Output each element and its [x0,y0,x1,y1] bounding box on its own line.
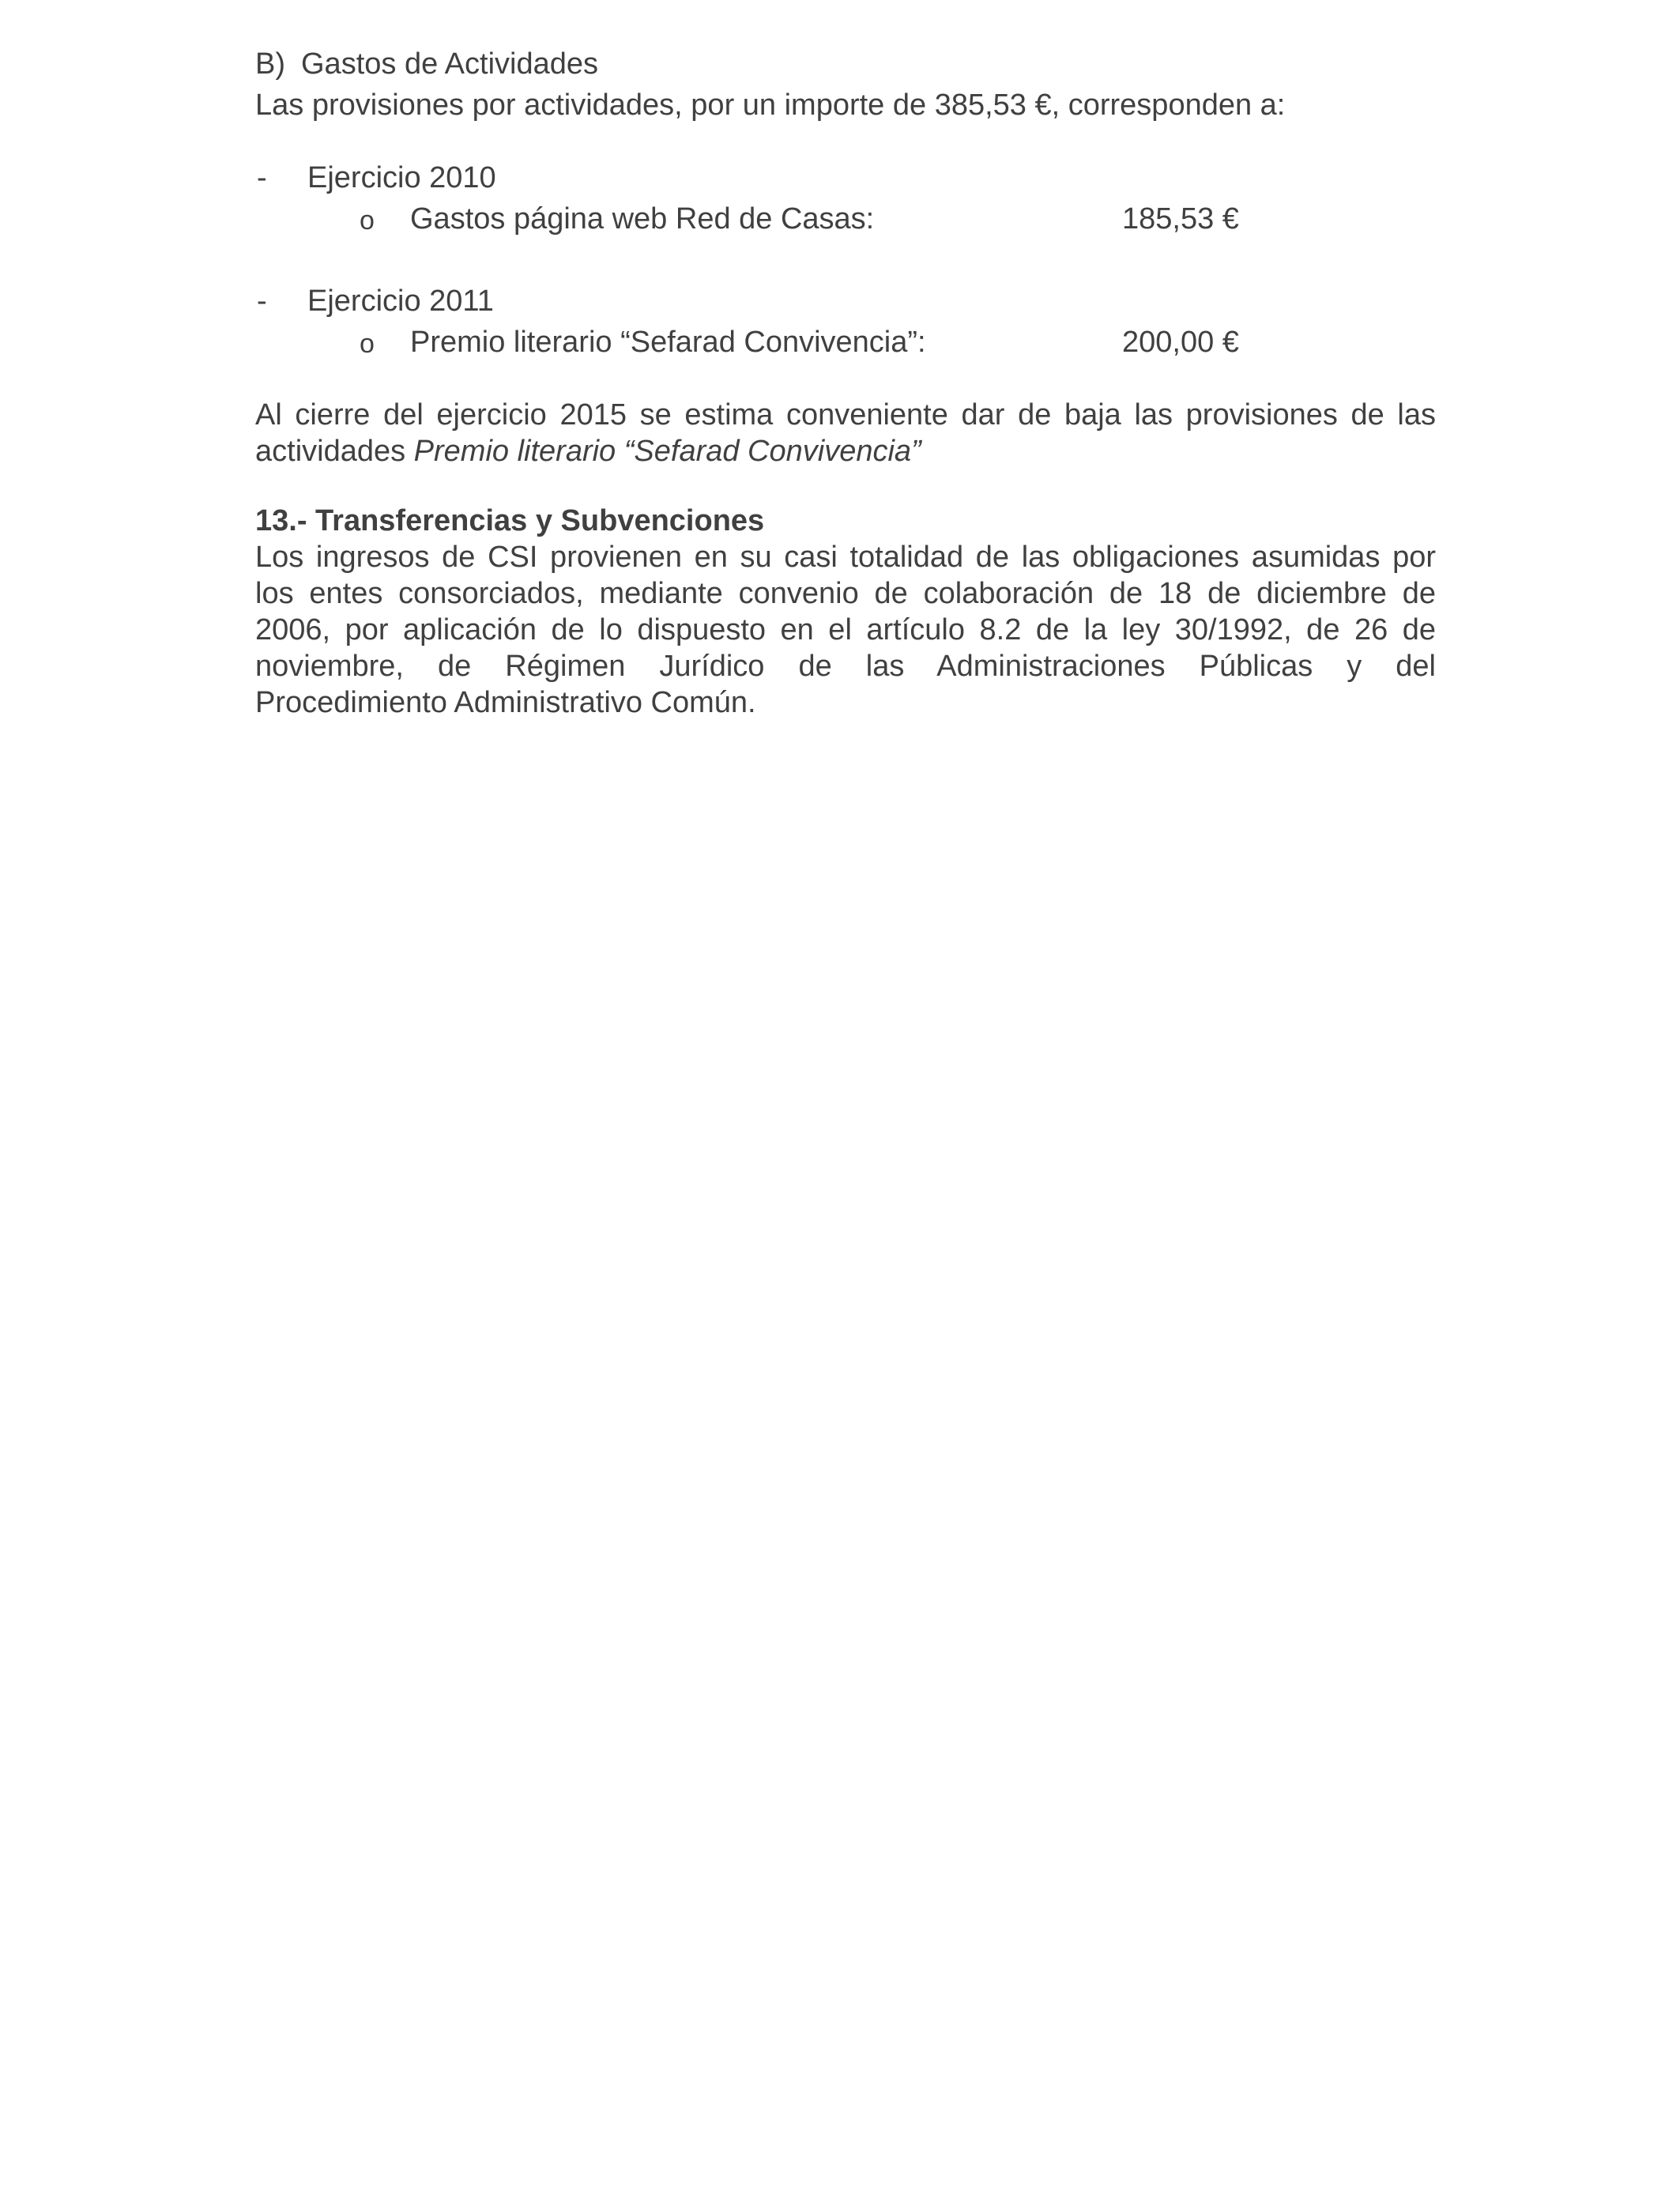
item-amount: 185,53 € [1122,202,1239,236]
closing-line-2 [255,433,1436,469]
closing-paragraph [255,397,1436,469]
group-title: Ejercicio 2011 [307,285,494,318]
closing-line-2-prefix: actividades [255,435,414,468]
dash-bullet: - [257,161,267,194]
section-13-paragraph [255,539,1436,721]
section-b-title: Gastos de Actividades [301,47,598,81]
closing-line-1: Al cierre del ejercicio 2015 se estima conveniente dar de baja las provisiones de las [255,398,1436,432]
section-13-line: Procedimiento Administrativo Común. [255,686,756,719]
section-13-heading: 13.- Transferencias y Subvenciones [255,504,765,537]
section-13-line: 2006, por aplicación de lo dispuesto en el artículo 8.2 de la ley 30/1992, de 26 de [255,613,1436,647]
item-label: Gastos página web Red de Casas: [410,202,875,236]
section-b-label: B) [255,47,285,81]
section-13-line: Los ingresos de CSI provienen en su casi totalidad de las obligaciones asumidas por [255,541,1436,574]
item-amount: 200,00 € [1122,326,1239,359]
circle-bullet: o [360,329,375,359]
section-b-intro: Las provisiones por actividades, por un importe de 385,53 €, corresponden a: [255,89,1286,122]
section-b-heading [255,46,598,82]
group-title: Ejercicio 2010 [307,161,496,194]
circle-bullet: o [360,205,375,236]
section-13-line: los entes consorciados, mediante convenio de colaboración de 18 de diciembre de [255,577,1436,610]
item-label: Premio literario “Sefarad Convivencia”: [410,326,926,359]
closing-line-2-italic: Premio literario “Sefarad Convivencia” [413,435,921,468]
section-13-line: noviembre, de Régimen Jurídico de las Administraciones Públicas y del [255,650,1436,683]
dash-bullet: - [257,285,267,318]
